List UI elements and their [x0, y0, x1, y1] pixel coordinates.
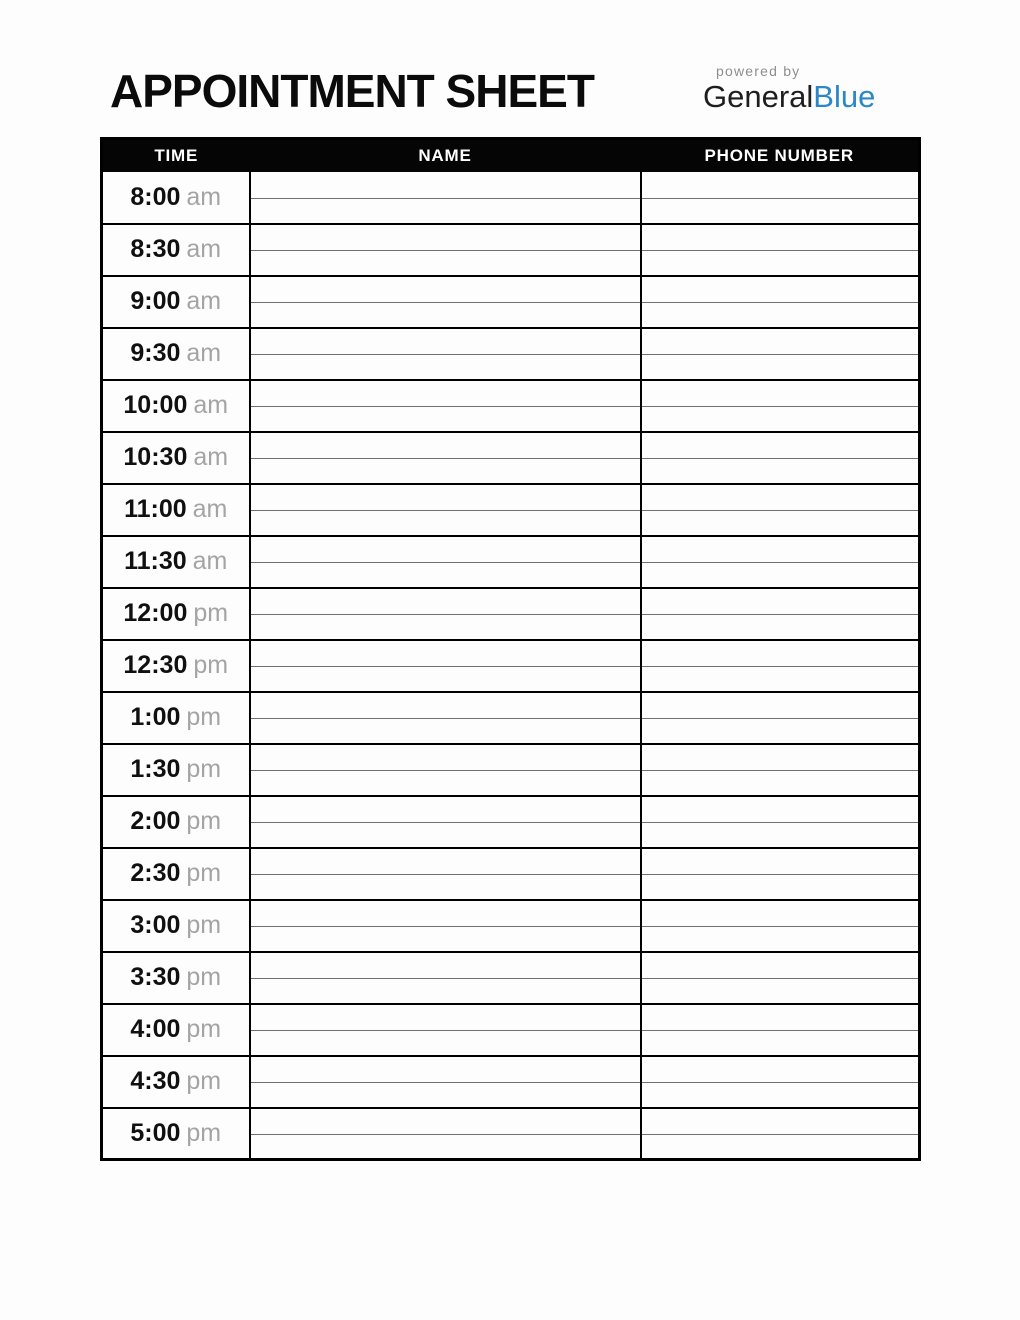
column-header-time: TIME [102, 139, 250, 172]
name-entry-cell [250, 875, 641, 900]
phone-entry-cell [641, 900, 920, 927]
name-entry-cell [250, 199, 641, 224]
name-entry-cell [250, 823, 641, 848]
phone-entry-cell [641, 979, 920, 1004]
phone-entry-cell [641, 172, 920, 199]
name-entry-cell [250, 667, 641, 692]
time-slot-label [102, 692, 250, 744]
time-slot-label [102, 224, 250, 276]
time-value: 9:00 [130, 287, 181, 315]
time-period: am [186, 235, 222, 263]
time-slot-label [102, 796, 250, 848]
time-slot-label [102, 900, 250, 952]
page-title: APPOINTMENT SHEET [110, 65, 594, 117]
phone-entry-cell [641, 328, 920, 355]
slot-row-top [102, 692, 920, 719]
phone-entry-cell [641, 1108, 920, 1135]
time-period: pm [193, 599, 229, 627]
column-header-phone: PHONE NUMBER [641, 139, 920, 172]
name-entry-cell [250, 355, 641, 380]
time-period: am [186, 339, 222, 367]
time-slot-label [102, 432, 250, 484]
time-slot-label [102, 172, 250, 224]
time-slot-label [102, 588, 250, 640]
name-entry-cell [250, 303, 641, 328]
name-entry-cell [250, 771, 641, 796]
name-entry-cell [250, 588, 641, 615]
phone-entry-cell [641, 536, 920, 563]
phone-entry-cell [641, 615, 920, 640]
slot-row-top [102, 744, 920, 771]
time-period: pm [186, 1118, 222, 1147]
phone-entry-cell [641, 1135, 920, 1160]
time-slot-label [102, 640, 250, 692]
time-value: 8:30 [130, 235, 181, 263]
time-period: pm [193, 651, 229, 679]
phone-entry-cell [641, 380, 920, 407]
slot-row-top [102, 536, 920, 563]
slot-row-top [102, 952, 920, 979]
time-period: am [193, 391, 229, 419]
name-entry-cell [250, 459, 641, 484]
slot-row-top [102, 1004, 920, 1031]
name-entry-cell [250, 432, 641, 459]
name-entry-cell [250, 172, 641, 199]
name-entry-cell [250, 407, 641, 432]
brand-name-blue: Blue [813, 79, 876, 114]
brand-name-general: General [703, 79, 814, 114]
name-entry-cell [250, 615, 641, 640]
time-value: 1:00 [130, 703, 181, 731]
phone-entry-cell [641, 667, 920, 692]
phone-entry-cell [641, 563, 920, 588]
slot-row-top [102, 276, 920, 303]
time-value: 12:30 [123, 651, 188, 679]
phone-entry-cell [641, 952, 920, 979]
phone-entry-cell [641, 640, 920, 667]
phone-entry-cell [641, 771, 920, 796]
phone-entry-cell [641, 251, 920, 276]
name-entry-cell [250, 1083, 641, 1108]
time-slot-label [102, 380, 250, 432]
phone-entry-cell [641, 927, 920, 952]
slot-row-top [102, 224, 920, 251]
name-entry-cell [250, 224, 641, 251]
phone-entry-cell [641, 303, 920, 328]
time-slot-label [102, 328, 250, 380]
phone-entry-cell [641, 1004, 920, 1031]
name-entry-cell [250, 1135, 641, 1160]
time-period: am [186, 287, 222, 315]
phone-entry-cell [641, 796, 920, 823]
time-period: pm [186, 755, 222, 783]
phone-entry-cell [641, 848, 920, 875]
time-value: 8:00 [130, 182, 181, 211]
name-entry-cell [250, 1108, 641, 1135]
name-entry-cell [250, 692, 641, 719]
slot-row-top [102, 172, 920, 199]
time-value: 4:30 [130, 1067, 181, 1095]
slot-row-top [102, 380, 920, 407]
time-slot-label [102, 744, 250, 796]
appointment-table [100, 137, 921, 1161]
phone-entry-cell [641, 432, 920, 459]
name-entry-cell [250, 719, 641, 744]
phone-entry-cell [641, 692, 920, 719]
time-slot-label [102, 848, 250, 900]
name-entry-cell [250, 1056, 641, 1083]
time-slot-label [102, 484, 250, 536]
name-entry-cell [250, 979, 641, 1004]
slot-row-top [102, 328, 920, 355]
phone-entry-cell [641, 511, 920, 536]
time-slot-label [102, 276, 250, 328]
slot-row-top [102, 900, 920, 927]
time-value: 4:00 [130, 1015, 181, 1043]
powered-by-text: powered by [716, 63, 801, 79]
name-entry-cell [250, 796, 641, 823]
column-header-name: NAME [250, 139, 641, 172]
phone-entry-cell [641, 276, 920, 303]
name-entry-cell [250, 927, 641, 952]
phone-entry-cell [641, 1083, 920, 1108]
phone-entry-cell [641, 407, 920, 432]
phone-entry-cell [641, 224, 920, 251]
time-period: pm [186, 1067, 222, 1095]
time-value: 5:00 [130, 1118, 181, 1147]
slot-row-top [102, 432, 920, 459]
time-period: pm [186, 963, 222, 991]
brand-logo [703, 64, 875, 112]
time-value: 12:00 [123, 599, 188, 627]
slot-row-top [102, 484, 920, 511]
name-entry-cell [250, 536, 641, 563]
phone-entry-cell [641, 744, 920, 771]
time-value: 2:30 [130, 859, 181, 887]
name-entry-cell [250, 744, 641, 771]
phone-entry-cell [641, 199, 920, 224]
time-value: 2:00 [130, 807, 181, 835]
phone-entry-cell [641, 823, 920, 848]
slot-row-top [102, 848, 920, 875]
time-period: am [193, 443, 229, 471]
time-slot-label [102, 1004, 250, 1056]
slot-row-top [102, 588, 920, 615]
slot-row-top [102, 640, 920, 667]
time-value: 11:30 [124, 547, 187, 575]
time-period: am [186, 182, 222, 211]
name-entry-cell [250, 484, 641, 511]
name-entry-cell [250, 848, 641, 875]
phone-entry-cell [641, 484, 920, 511]
name-entry-cell [250, 1031, 641, 1056]
name-entry-cell [250, 251, 641, 276]
time-slot-label [102, 952, 250, 1004]
phone-entry-cell [641, 1031, 920, 1056]
name-entry-cell [250, 1004, 641, 1031]
phone-entry-cell [641, 588, 920, 615]
phone-entry-cell [641, 459, 920, 484]
time-slot-label [102, 536, 250, 588]
time-period: am [192, 495, 228, 523]
name-entry-cell [250, 276, 641, 303]
slot-row-top [102, 1056, 920, 1083]
name-entry-cell [250, 952, 641, 979]
name-entry-cell [250, 640, 641, 667]
phone-entry-cell [641, 1056, 920, 1083]
phone-entry-cell [641, 875, 920, 900]
time-period: pm [186, 859, 222, 887]
time-value: 9:30 [130, 339, 181, 367]
time-period: pm [186, 703, 222, 731]
name-entry-cell [250, 380, 641, 407]
slot-row-top [102, 796, 920, 823]
time-period: pm [186, 1015, 222, 1043]
time-slot-label [102, 1056, 250, 1108]
time-value: 3:00 [130, 911, 181, 939]
phone-entry-cell [641, 355, 920, 380]
name-entry-cell [250, 328, 641, 355]
time-value: 1:30 [130, 755, 181, 783]
time-slot-label [102, 1108, 250, 1160]
name-entry-cell [250, 900, 641, 927]
time-value: 11:00 [124, 495, 187, 523]
name-entry-cell [250, 563, 641, 588]
time-period: am [192, 547, 228, 575]
time-value: 10:30 [123, 443, 188, 471]
time-period: pm [186, 807, 222, 835]
name-entry-cell [250, 511, 641, 536]
phone-entry-cell [641, 719, 920, 744]
table-header-row [102, 139, 920, 172]
slot-rows [102, 172, 920, 1160]
time-period: pm [186, 911, 222, 939]
time-value: 3:30 [130, 963, 181, 991]
slot-row-top [102, 1108, 920, 1135]
brand-name [703, 81, 875, 112]
time-value: 10:00 [123, 391, 188, 419]
